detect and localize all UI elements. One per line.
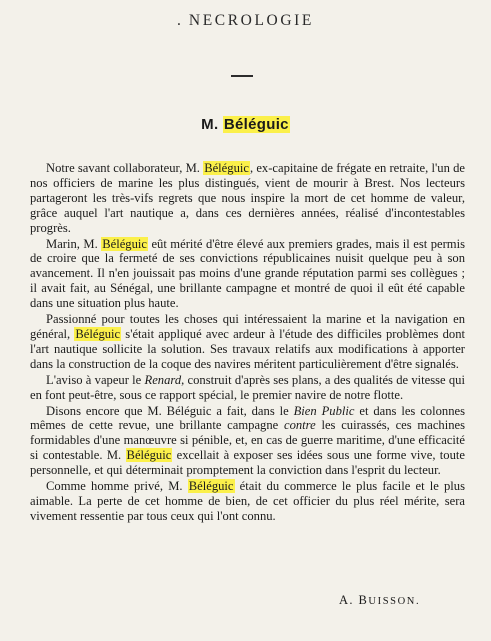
heading-dot: . <box>177 12 181 29</box>
p5-text-c: les cuirassés, ces machines formidables d'une manœuvre si pénible, et, en cas de guerre maritime, d'une efficacité si contestable. M. <box>30 418 465 463</box>
heading-separator-dash <box>231 75 253 77</box>
p3-text-a: Passionné pour toutes les choses qui intéressaient la marine et la navigation en général, <box>30 312 465 341</box>
paragraph-6 <box>30 479 465 524</box>
author-signature <box>339 593 420 608</box>
p2-text-b: eût mérité d'être élevé aux premiers grades, mais il est permis de croire que la fermeté de ses convictions républicaines nuisit quelque peu à son avancement. Il n'en jouissait pas moins d'une grande réputation parmi ses collègues ; il avait fait, au Sénégal, une brillante campagne et montré de quoi il eût été capable dans une situation plus haute. <box>30 236 465 311</box>
p6-text-b: était du commerce le plus facile et le plus aimable. La perte de cet homme de bien, de cet officier du plus réel mérite, sera vivement ressentie par tous ceux qui l'ont connu. <box>30 479 465 523</box>
p3-highlight: Béléguic <box>75 326 121 341</box>
p6-highlight: Béléguic <box>188 479 234 494</box>
paragraph-2 <box>30 237 465 312</box>
p5-text-d: excellait à exposer ses idées sous une forme vive, toute personnelle, et qui déterminait promptement la conviction dans l'esprit du lecteur. <box>30 448 465 478</box>
signature-surname: BUISSON. <box>358 593 421 607</box>
obituary-title <box>0 116 491 133</box>
paragraph-5 <box>30 404 465 479</box>
p1-text-b: , ex-capitaine de frégate en retraite, l'un de nos officiers de marine les plus distingués, vient de mourir à Brest. Nos lecteurs partageront les très-vifs regrets que nous inspire la mort de cet homme de valeur, grâce auquel l'art nautique a, dans ces dernières années, réalisé d'incontestables progrès. <box>30 161 465 235</box>
p5-highlight: Béléguic <box>126 448 172 463</box>
paragraph-3 <box>30 312 465 372</box>
section-heading <box>0 12 491 30</box>
p1-highlight: Béléguic <box>204 161 249 175</box>
paragraph-1 <box>30 161 465 236</box>
p5-italic-contre: contre <box>283 418 316 433</box>
obituary-body <box>30 161 465 524</box>
p3-text-b: s'était appliqué avec ardeur à l'étude des difficiles problèmes dont l'art nautique sollicite la solution. Ses travaux relatifs aux modifications à apporter dans la construction de la coque des navires méritent particulièrement d'être signalés. <box>30 326 465 371</box>
signature-initial: A. <box>339 593 354 607</box>
title-prefix: M. <box>201 116 219 133</box>
p5-italic-journal-name: Bien Public <box>293 403 355 418</box>
paragraph-4 <box>30 373 465 403</box>
p2-highlight: Béléguic <box>102 236 147 251</box>
p4-text-a: L'aviso à vapeur le <box>46 372 145 387</box>
p6-text-a: Comme homme privé, M. <box>46 479 188 494</box>
title-name-highlighted: Béléguic <box>223 116 289 133</box>
p1-text-a: Notre savant collaborateur, M. <box>46 161 204 175</box>
p2-text-a: Marin, M. <box>46 236 102 251</box>
section-heading-text: NECROLOGIE <box>188 12 314 29</box>
p5-text-b: et dans les colonnes mêmes de cette revue, une brillante campagne <box>30 403 465 433</box>
p4-italic-ship-name: Renard <box>144 372 182 387</box>
p4-text-b: , construit d'après ses plans, a des qualités de vitesse qui en font peut-être, sous ce rapport spécial, le premier navire de notre flotte. <box>30 372 465 402</box>
p5-text-a: Disons encore que M. Béléguic a fait, dans le <box>46 403 294 418</box>
